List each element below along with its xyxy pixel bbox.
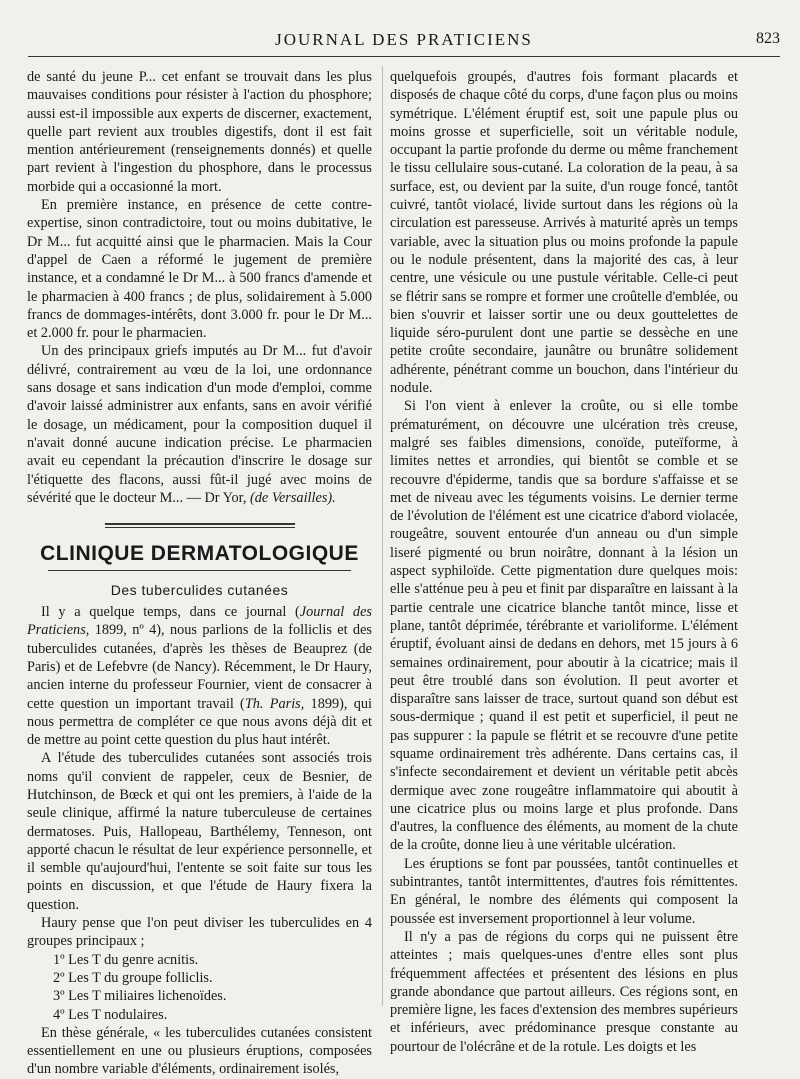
text-run: , 1899, nº 4), nous parlions de la folliclis et des tuberculides cutanées, d'après les thèses de Beauprez (de Paris) et de Lefebvre (de Nancy). Récemment, le Dr Haury, ancien interne du professeur Fournier, vient de consacrer à cette question un important travail ( <box>27 622 372 712</box>
section-separator <box>27 515 372 533</box>
author-place: (de Versailles). <box>249 489 336 506</box>
paragraph <box>27 342 372 507</box>
text-run: , 1899), qui nous permettra de compléter ce que nous avons déjà dit et de mettre au point cette question du plus haut intérêt. <box>27 695 372 749</box>
journal-citation: Journal des Praticiens <box>27 604 372 639</box>
list-item: 2º Les T du groupe folliclis. <box>53 969 213 986</box>
header-rule <box>28 56 780 57</box>
text-run: Il y a quelque temps, dans ce journal ( <box>41 604 300 621</box>
paragraph-text: Un des principaux griefs imputés au Dr M... fut d'avoir délivré, contrairement au vœu de la loi, une ordonnance sans dosage et sans indication d'un mode d'emploi, comme d'avoir laissé administrer aux enfants, sans en avoir vérifié le dosage, un médicament, pour la composition duquel il n'avait donné aucune indication précise. Le pharmacien avait eu cependant la précaution d'inscrire le dosage sur l'étiquette des flacons, aussi fût-il jugé avec moins de sévérité que le docteur M... — Dr Yor, <box>27 343 372 506</box>
section-title: CLINIQUE DERMATOLOGIQUE <box>40 542 359 566</box>
paragraph: Haury pense que l'on peut diviser les tuberculides en 4 groupes principaux ; <box>27 915 372 950</box>
thesis-citation: Th. Paris <box>244 695 301 712</box>
paragraph: de santé du jeune P... cet enfant se trouvait dans les plus mauvaises conditions pour résister à l'action du phosphore; aussi est-il impossible aux experts de discerner, exactement, quelle part revient aux troubles digestifs, dont il est fait mention antérieurement (renseignements donnés) et quelle part revient à l'ingestion du phosphore, dans le processus morbide qui a occasionné la mort. <box>27 69 372 195</box>
paragraph: quelquefois groupés, d'autres fois formant placards et disposés de chaque côté du corps, d'une façon plus ou moins symétrique. L'élément éruptif est, soit une papule plus ou moins grosse et superficielle, soit un véritable nodule, occupant la partie profonde du derme ou même franchement le tissu cellulaire sous-cutané. La coloration de la peau, à sa surface, est, ou devient par la suite, d'un rouge foncé, tantôt cuivré, tantôt violacé, livide surtout dans les régions où la circulation est paresseuse. Arrivés à maturité après un temps variable, avec la situation plus ou moins profonde la papule ou le nodule présentent, dans la majorité des cas, à leur centre, une vésicule ou une pustule véritable. Celle-ci peut se flétrir sans se rompre et former une croûtelle d'emblée, ou bien s'ouvrir et laisser sortir une ou deux gouttelettes de liquide séro-purulent dont une partie se dessèche en une petite croûte secondaire, jaunâtre ou brunâtre solidement adhérente, pénétrant comme un bouchon, dans l'intérieur du nodule. <box>390 69 738 397</box>
paragraph: Si l'on vient à enlever la croûte, ou si elle tombe prématurément, on découvre une ulcération très creuse, malgré ses faibles dimensions, conoïde, puteïforme, à limites nettes et arrondies, qui bientôt se comble et se recouvre d'épiderme, tandis que sa bordure s'affaisse et se met de niveau avec les téguments voisins. Le dernier terme de l'évolution de l'élément est une cicatrice d'abord violacée, rougeâtre, souvent entourée d'un anneau ou d'un simple liseré pigmenté ou brun noirâtre, donnant à la lésion un aspect syphiloïde. Cette pigmentation dure quelques mois: elle s'atténue peu à peu et finit par disparaître en laissant à la partie centrale une cicatrice blanche tantôt mince, lisse et plane, tantôt déprimée, térébrante et varioliforme. L'élément éruptif, évoluant ainsi de dedans en dehors, met 15 jours à 6 semaines ordinairement, pour aboutir à la cicatrice; mais il peut être troublé dans son évolution. Il peut avorter et disparaître sans laisser de trace, surtout quand son début est sous-dermique ; quand il est petit et superficiel, il peut ne pas suppurer : la papule se flétrit et se recouvre d'une petite squame ordinairement très adhérente. Dans certains cas, il s'infecte secondairement et devient un véritable petit abcès dermique avec zone rougeâtre inflammatoire qui aboutit à une cicatrice plus ou moins large et plus profonde. Dans d'autres, la confluence des éléments, au moment de la chute de la croûte, donne lieu à une véritable ulcération. <box>390 398 738 854</box>
paragraph: Les éruptions se font par poussées, tantôt continuelles et subintrantes, tantôt intermittentes, d'autres fois rémittentes. En général, le nombre des éléments qui composent la poussée est inversement proportionnel à leur volume. <box>390 855 738 927</box>
list-item: 1º Les T du genre acnitis. <box>53 951 199 968</box>
column-divider <box>382 66 383 1006</box>
page-number: 823 <box>756 30 780 47</box>
list-item: 3º Les T miliaires lichenoïdes. <box>53 988 227 1005</box>
paragraph: A l'étude des tuberculides cutanées sont associés trois noms qu'il convient de rappeler, ceux de Besnier, de Hutchinson, de Bœck et qui ont les premiers, à l'aide de la seule clinique, affirmé la nature tuberculeuse de certaines dermatoses. Puis, Hallopeau, Barthélemy, Tenneson, ont apporté chacun le résultat de leur expérience personnelle, et il semble qu'aujourd'hui, l'entente se soit faite sur tous les points en discussion, et que l'étude de Haury fixera la question. <box>27 750 372 913</box>
paragraph: En thèse générale, « les tuberculides cutanées consistent essentiellement en une ou plusieurs éruptions, composées d'un nombre variable d'éléments, ordinairement isolés, <box>27 1024 372 1078</box>
title-rule <box>48 570 352 571</box>
paragraph: Il n'y a pas de régions du corps qui ne puissent être atteintes ; mais quelques-unes d'entre elles sont plus fréquemment affectées et présentent des lésions en plus grande abondance que partout ailleurs. Ces régions sont, en première ligne, les faces d'extension des membres supérieurs et inférieurs, avec prédominance presque constante au pourtour de l'olécrâne et de la rotule. Les doigts et les <box>390 928 738 1055</box>
running-title: JOURNAL DES PRATICIENS <box>275 30 533 49</box>
right-column <box>390 68 738 1056</box>
paragraph: En première instance, en présence de cette contre-expertise, sinon contradictoire, tout ou moins dubitative, le Dr M... fut acquitté ainsi que le pharmacien. Mais la Cour d'appel de Caen a réformé le jugement de première instance, et a condamné le Dr M... à 500 francs d'amende et le pharmacien à 400 francs ; de plus, solidairement à 5.000 francs de dommages-intérêts, dont 3.000 fr. pour le Dr M... et 2.000 fr. pour le pharmacien. <box>27 197 372 342</box>
left-column <box>27 68 372 1079</box>
subsection-title: Des tuberculides cutanées <box>110 581 289 598</box>
paragraph <box>27 603 372 749</box>
page-header <box>28 30 780 56</box>
list-item: 4º Les T nodulaires. <box>53 1006 168 1023</box>
